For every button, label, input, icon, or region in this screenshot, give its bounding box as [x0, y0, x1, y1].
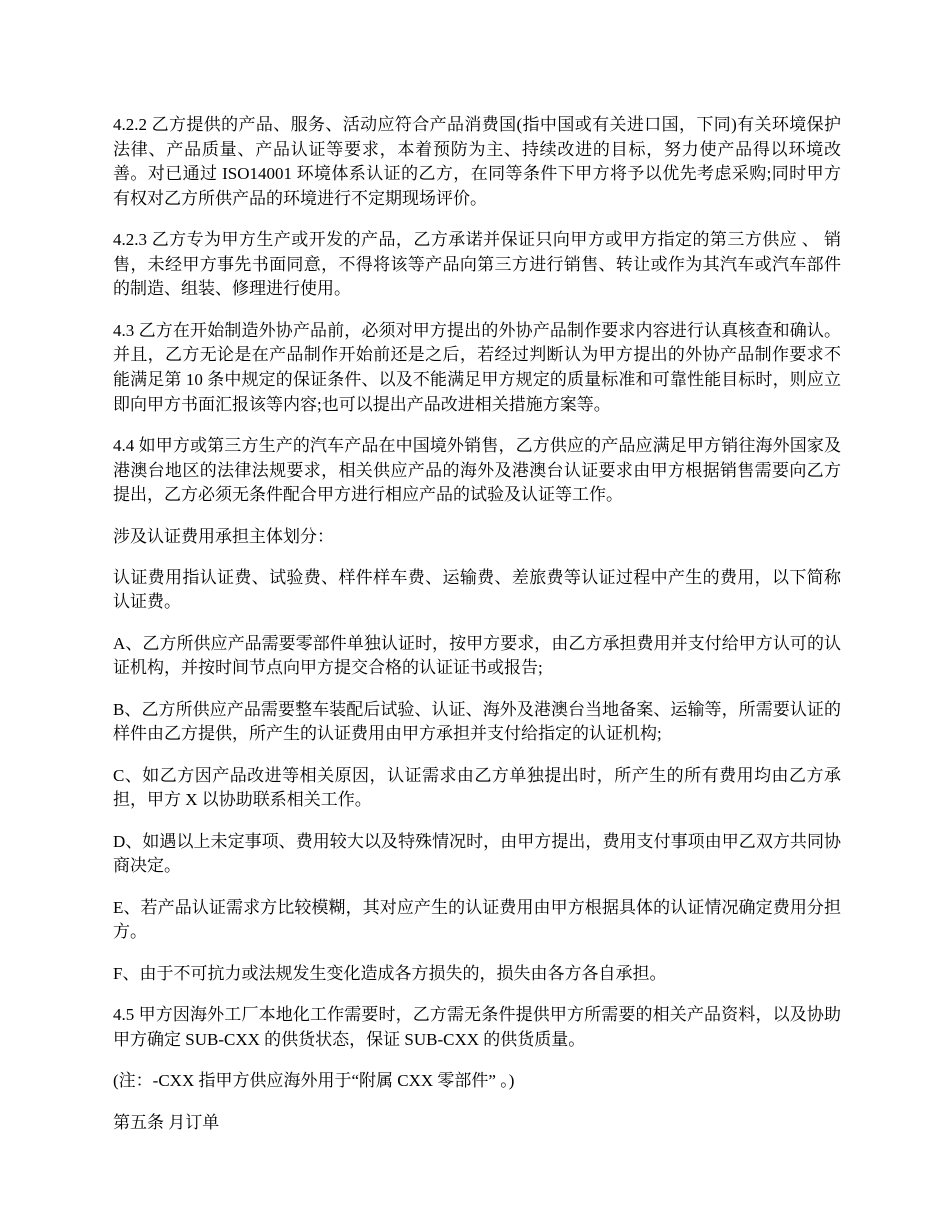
paragraph-item-a: A、乙方所供应产品需要零部件单独认证时，按甲方要求，由乙方承担费用并支付给甲方认可的认证机构，并按时间节点向甲方提交合格的认证证书或报告; [113, 633, 841, 678]
paragraph-item-c: C、如乙方因产品改进等相关原因，认证需求由乙方单独提出时，所产生的所有费用均由乙方承担，甲方 X 以协助联系相关工作。 [113, 765, 841, 810]
paragraph-4-2-2: 4.2.2 乙方提供的产品、服务、活动应符合产品消费国(指中国或有关进口国，下同)有关环境保护法律、产品质量、产品认证等要求，本着预防为主、持续改进的目标，努力使产品得以环境改善。对已通过 ISO14001 环境体系认证的乙方，在同等条件下甲方将予以优先考虑采购;同时甲方有权对乙方所供产品的环境进行不定期现场评价。 [113, 115, 841, 208]
document-page [113, 113, 841, 1135]
paragraph-note: (注：-CXX 指甲方供应海外用于“附属 CXX 零部件” 。) [113, 1071, 515, 1091]
paragraph-4-4: 4.4 如甲方或第三方生产的汽车产品在中国境外销售，乙方供应的产品应满足甲方销往海外国家及港澳台地区的法律法规要求，相关供应产品的海外及港澳台认证要求由甲方根据销售需要向乙方提出，乙方必须无条件配合甲方进行相应产品的试验及认证等工作。 [113, 435, 841, 505]
paragraph-4-2-3: 4.2.3 乙方专为甲方生产或开发的产品，乙方承诺并保证只向甲方或甲方指定的第三方供应 、 销售，未经甲方事先书面同意，不得将该等产品向第三方进行销售、转让或作为其汽车或汽车部件的制造、组装、修理进行使用。 [113, 230, 841, 299]
paragraph-4-3: 4.3 乙方在开始制造外协产品前，必须对甲方提出的外协产品制作要求内容进行认真核查和确认。并且，乙方无论是在产品制作开始前还是之后，若经过判断认为甲方提出的外协产品制作要求不能满足第 10 条中规定的保证条件、以及不能满足甲方规定的质量标准和可靠性能目标时，则应立即向甲方书面汇报该等内容;也可以提出产品改进相关措施方案等。 [113, 320, 841, 414]
section-heading-article-5: 第五条 月订单 [113, 1112, 220, 1132]
paragraph-item-e: E、若产品认证需求方比较模糊，其对应产生的认证费用由甲方根据具体的认证情况确定费用分担方。 [113, 897, 841, 942]
paragraph-cost-division-heading: 涉及认证费用承担主体划分： [113, 526, 334, 546]
paragraph-item-b: B、乙方所供应产品需要整车装配后试验、认证、海外及港澳台当地备案、运输等，所需要认证的样件由乙方提供，所产生的认证费用由甲方承担并支付给指定的认证机构; [113, 699, 841, 744]
paragraph-cost-definition: 认证费用指认证费、试验费、样件样车费、运输费、差旅费等认证过程中产生的费用，以下简称认证费。 [113, 567, 841, 612]
paragraph-4-5: 4.5 甲方因海外工厂本地化工作需要时，乙方需无条件提供甲方所需要的相关产品资料，以及协助甲方确定 SUB-CXX 的供货状态，保证 SUB-CXX 的供货质量。 [113, 1005, 841, 1049]
paragraph-item-f: F、由于不可抗力或法规发生变化造成各方损失的，损失由各方各自承担。 [113, 963, 667, 983]
paragraph-item-d: D、如遇以上未定事项、费用较大以及特殊情况时，由甲方提出，费用支付事项由甲乙双方共同协商决定。 [113, 831, 841, 876]
